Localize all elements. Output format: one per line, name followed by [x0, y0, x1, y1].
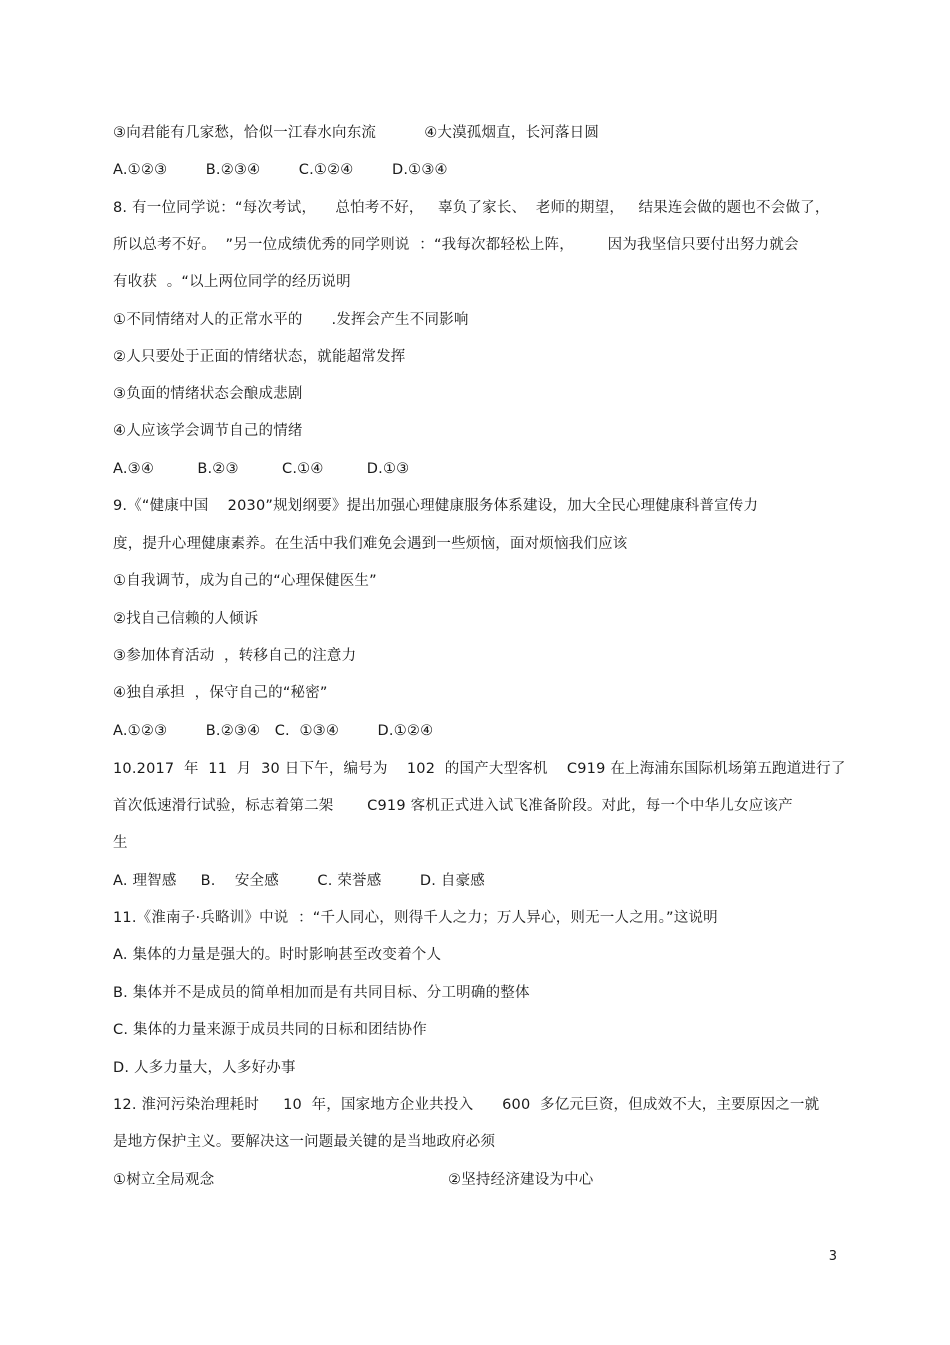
- text-line-10: A.③④ B.②③ C.①④ D.①③: [113, 461, 410, 477]
- text-line-2: A.①②③ B.②③④ C.①②④ D.①③④: [113, 162, 448, 178]
- text-line-9: ④人应该学会调节自己的情绪: [113, 423, 303, 439]
- text-line-27: 12. 淮河污染治理耗时 10 年，国家地方企业共投入 600 多亿元巨资，但成效不大，主要原因之一就: [113, 1097, 820, 1113]
- text-line-20: 生: [113, 835, 128, 851]
- text-line-25: C. 集体的力量来源于成员共同的日标和团结协作: [113, 1022, 427, 1038]
- text-line-14: ②找自己信赖的人倾诉: [113, 611, 259, 627]
- text-line-21: A. 理智感 B. 安全感 C. 荣誉感 D. 自豪感: [113, 873, 485, 889]
- text-line-6: ①不同情绪对人的正常水平的 .发挥会产生不同影响: [113, 312, 469, 328]
- text-line-13: ①自我调节，成为自己的“心理保健医生”: [113, 573, 377, 589]
- text-line-26: D. 人多力量大，人多好办事: [113, 1060, 296, 1076]
- text-line-4: 所以总考不好。 ”另一位成绩优秀的同学则说 ：“我每次都轻松上阵， 因为我坚信只要付出努力就会: [113, 237, 799, 253]
- option-row-right: ②坚持经济建设为中心: [448, 1172, 594, 1188]
- text-line-12: 度，提升心理健康素养。在生活中我们难免会遇到一些烦恼，面对烦恼我们应该: [113, 536, 628, 552]
- text-line-23: A. 集体的力量是强大的。时时影响甚至改变着个人: [113, 947, 442, 963]
- text-line-8: ③负面的情绪状态会酿成悲剧: [113, 386, 303, 402]
- text-line-5: 有收获 。“以上两位同学的经历说明: [113, 274, 351, 290]
- text-line-22: 11.《淮南子·兵略训》中说 ：“千人同心，则得千人之力；万人异心，则无一人之用。”这说明: [113, 910, 718, 926]
- text-line-11: 9.《“健康中国 2030”规划纲要》提出加强心理健康服务体系建设，加大全民心理健康科普宣传力: [113, 498, 759, 514]
- text-line-28: 是地方保护主义。要解决这一问题最关键的是当地政府必须: [113, 1134, 496, 1150]
- text-line-16: ④独自承担 ，保守自己的“秘密”: [113, 685, 328, 701]
- text-line-7: ②人只要处于正面的情绪状态，就能超常发挥: [113, 349, 406, 365]
- text-line-15: ③参加体育活动 ，转移自己的注意力: [113, 648, 357, 664]
- text-line-18: 10.2017 年 11 月 30 日下午，编号为 102 的国产大型客机 C919 在上海浦东国际机场第五跑道进行了: [113, 761, 846, 777]
- text-line-19: 首次低速滑行试验，标志着第二架 C919 客机正式进入试飞准备阶段。对此，每一个中华儿女应该产: [113, 798, 793, 814]
- text-line-1: ③向君能有几家愁，恰似一江春水向东流 ④大漠孤烟直，长河落日圆: [113, 125, 600, 141]
- text-line-3: 8. 有一位同学说：“每次考试， 总怕考不好， 辜负了家长、 老师的期望， 结果连会做的题也不会做了，: [113, 200, 830, 216]
- page-number: 3: [828, 1249, 837, 1264]
- option-row-left: ①树立全局观念: [113, 1172, 215, 1188]
- text-line-17: A.①②③ B.②③④ C. ①③④ D.①②④: [113, 723, 434, 739]
- text-line-24: B. 集体并不是成员的简单相加而是有共同目标、分工明确的整体: [113, 985, 530, 1001]
